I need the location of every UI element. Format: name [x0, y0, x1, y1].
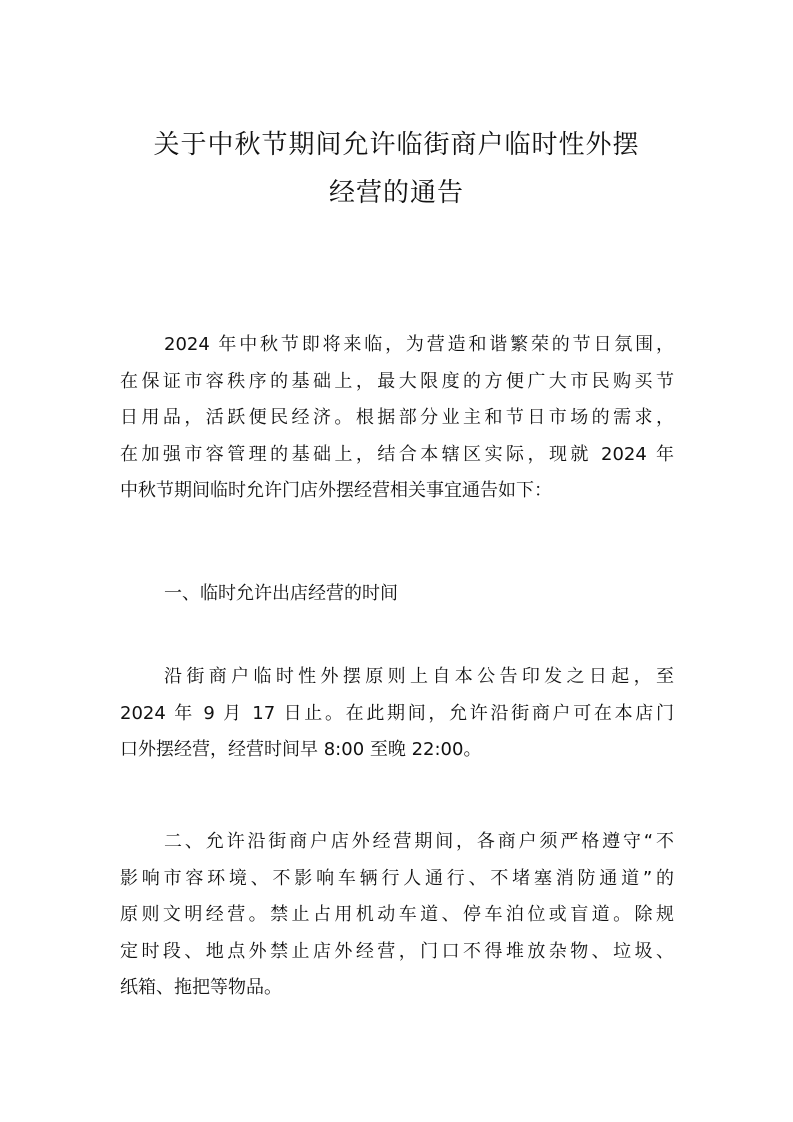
section-heading-1 — [120, 576, 674, 613]
document-title-line-1: 关于中秋节期间允许临街商户临时性外摆 — [153, 130, 640, 160]
paragraph-line: 2024 年 9 月 17 日止。在此期间，允许沿街商户可在本店门 — [120, 702, 674, 724]
paragraph-time — [120, 659, 674, 769]
paragraph-line: 日用品，活跃便民经济。根据部分业主和节日市场的需求， — [120, 407, 674, 428]
paragraph-rules — [120, 824, 674, 1007]
paragraph-line: 在保证市容秩序的基础上，最大限度的方便广大市民购买节 — [120, 370, 674, 392]
paragraph-line: 在加强市容管理的基础上，结合本辖区实际，现就 2024 年 — [120, 443, 674, 465]
section-heading-text: 一、临时允许出店经营的时间 — [164, 583, 398, 604]
paragraph-intro — [120, 327, 674, 510]
document-title-line-2: 经营的通告 — [328, 178, 464, 208]
paragraph-line: 2024 年中秋节即将来临，为营造和谐繁荣的节日氛围， — [164, 334, 674, 355]
paragraph-line: 定时段、地点外禁止店外经营，门口不得堆放杂物、垃圾、 — [120, 940, 674, 962]
paragraph-line: 中秋节期间临时允许门店外摆经营相关事宜通告如下： — [120, 480, 552, 501]
paragraph-line: 二、允许沿街商户店外经营期间，各商户须严格遵守“不 — [164, 831, 674, 852]
paragraph-line: 口外摆经营，经营时间早 8:00 至晚 22:00。 — [120, 739, 482, 760]
paragraph-line: 原则文明经营。禁止占用机动车道、停车泊位或盲道。除规 — [120, 904, 674, 925]
paragraph-line: 纸箱、拖把等物品。 — [120, 977, 282, 998]
paragraph-line: 影响市容环境、不影响车辆行人通行、不堵塞消防通道”的 — [120, 867, 674, 889]
paragraph-line: 沿街商户临时性外摆原则上自本公告印发之日起，至 — [164, 666, 674, 687]
